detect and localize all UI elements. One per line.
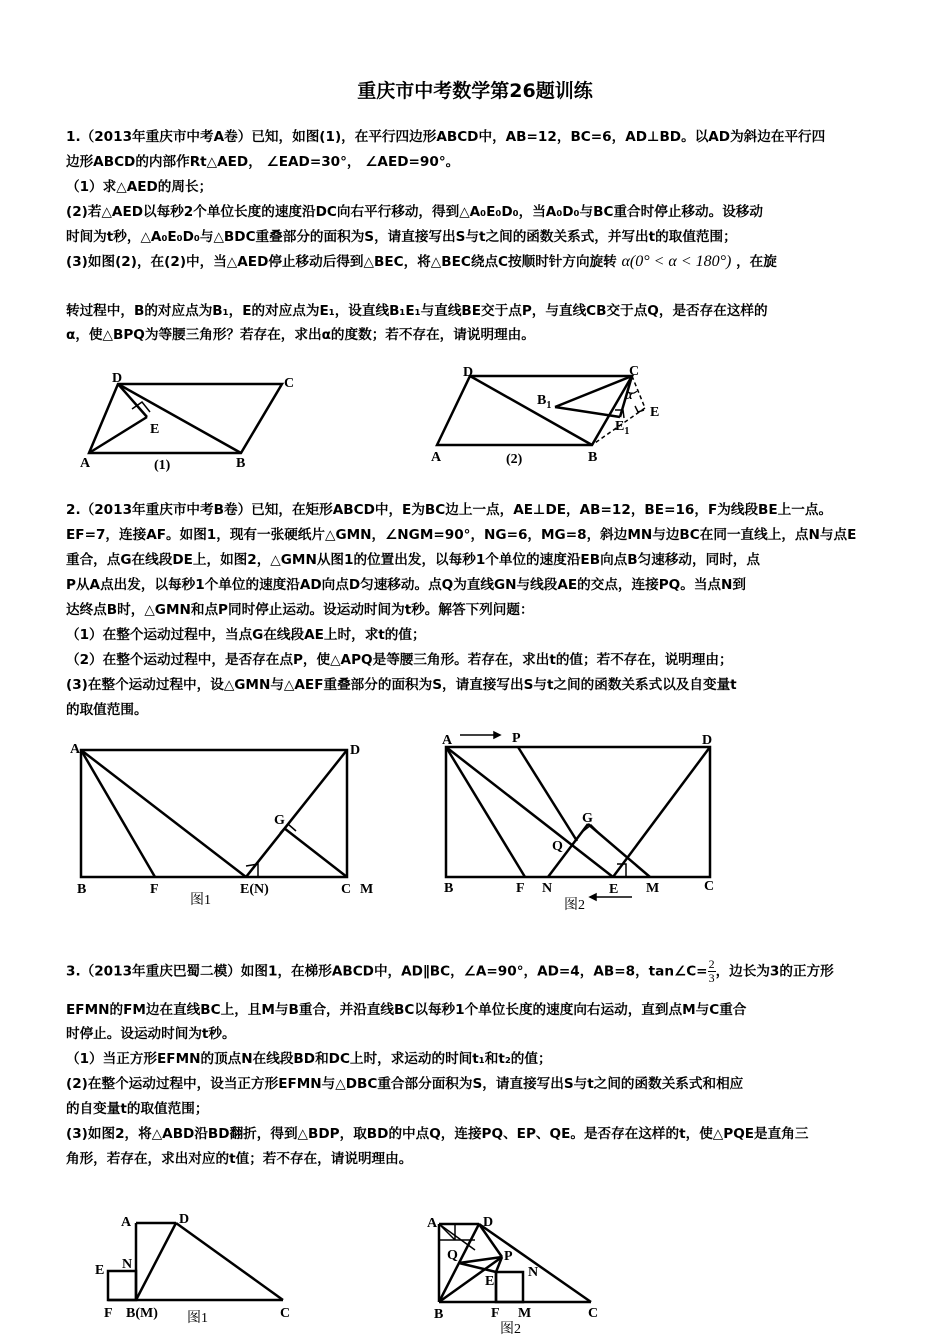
tan-c-fraction <box>708 958 716 985</box>
figure-2-rotation <box>425 362 675 472</box>
problem3-line2: EFMN的FM边在直线BC上，且M与B重合，并沿直线BC以每秒1个单位长度的速度向右运动，直到点M与C重合 <box>66 1002 747 1018</box>
problem1-line8: α，使△BPQ为等腰三角形？若存在，求出α的度数；若不存在，请说明理由。 <box>66 327 535 343</box>
problem1-line4: (2)若△AED以每秒2个单位长度的速度沿DC向右平行移动，得到△A₀E₀D₀，当A₀D₀与BC重合时停止移动。设移动 <box>66 204 763 220</box>
problem3-line3: 时停止。设运动时间为t秒。 <box>66 1026 236 1042</box>
fig5-label-D: D <box>179 1212 190 1227</box>
problem3-line4: （1）当正方形EFMN的顶点N在线段BD和DC上时，求运动的时间t₁和t₂的值； <box>66 1051 552 1067</box>
problem2-line9: 的取值范围。 <box>66 702 148 718</box>
problem2-line5: 达终点B时，△GMN和点P同时停止运动。设运动时间为t秒。解答下列问题： <box>66 602 534 618</box>
fig2-B1-sub: 1 <box>546 400 552 411</box>
fig1-label-A: A <box>80 456 91 471</box>
fig2-label-B: B <box>588 450 598 465</box>
problem2-line7: （2）在整个运动过程中，是否存在点P，使△APQ是等腰三角形。若存在，求出t的值；若不存在，说明理由； <box>66 652 733 668</box>
problem1-line1: 1.（2013年重庆市中考A卷）已知，如图(1)，在平行四边形ABCD中，AB=12，BC=6，AD⊥BD。以AD为斜边在平行四 <box>66 129 826 145</box>
fig2-label-A: A <box>431 450 442 465</box>
problem3-line6: 的自变量t的取值范围； <box>66 1101 209 1117</box>
fig1-label-D: D <box>112 371 123 386</box>
fig2-E1-main: E <box>615 419 625 434</box>
fig3-label-C: C <box>341 882 352 897</box>
fig2-B1-main: B <box>537 393 547 408</box>
problem2-line8: (3)在整个运动过程中，设△GMN与△AEF重叠部分的面积为S，请直接写出S与t之间的函数关系式以及自变量t <box>66 677 737 693</box>
fig6-caption: 图2 <box>500 1322 521 1337</box>
fig3-label-M: M <box>360 882 374 897</box>
fig4-label-C: C <box>704 879 715 894</box>
fig4-label-F: F <box>516 881 525 896</box>
fig2-label-D: D <box>463 365 474 380</box>
problem2-line2: EF=7，连接AF。如图1，现有一张硬纸片△GMN，∠NGM=90°，NG=6，MG=8，斜边MN与边BC在同一直线上，点N与点E <box>66 527 857 543</box>
fig6-label-C: C <box>588 1306 599 1321</box>
fig6-label-N: N <box>528 1265 539 1280</box>
problem2-line6: （1）在整个运动过程中，当点G在线段AE上时，求t的值； <box>66 627 426 643</box>
problem3-line8: 角形，若存在，求出对应的t值；若不存在，请说明理由。 <box>66 1151 413 1167</box>
fig2-label-E1 <box>615 419 629 437</box>
problem1-line6-tail: ，在旋 <box>736 254 777 270</box>
fig5-caption: 图1 <box>187 1311 208 1326</box>
page-title: 重庆市中考数学第26题训练 <box>357 80 593 102</box>
problem1-line7: 转过程中，B的对应点为B₁，E的对应点为E₁，设直线B₁E₁与直线BE交于点P，与直线CB交于点Q，是否存在这样的 <box>66 303 768 319</box>
problem1-line5: 时间为t秒，△A₀E₀D₀与△BDC重叠部分的面积为S，请直接写出S与t之间的函数关系式，并写出t的取值范围； <box>66 229 737 245</box>
fraction-denominator: 3 <box>708 971 715 985</box>
figure-1-parallelogram <box>80 370 310 480</box>
fig4-label-D: D <box>702 733 713 748</box>
fig4-label-P: P <box>512 731 521 746</box>
fig3-label-D: D <box>350 743 361 758</box>
problem3-line5: (2)在整个运动过程中，设当正方形EFMN与△DBC重合部分面积为S，请直接写出S与t之间的函数关系式和相应 <box>66 1076 744 1092</box>
fig2-label-C: C <box>629 364 640 379</box>
fig1-label-C: C <box>284 376 295 391</box>
fig3-label-B: B <box>77 882 87 897</box>
problem2-line4: P从A点出发，以每秒1个单位的速度沿AD向点D匀速移动。点Q为直线GN与线段AE的交点，连接PQ。当点N到 <box>66 577 746 593</box>
fig5-label-BM: B(M) <box>126 1306 158 1321</box>
problem1-line6-text: (3)如图(2)，在(2)中，当△AED停止移动后得到△BEC，将△BEC绕点C按顺时针方向旋转 <box>66 254 617 270</box>
fig4-label-M: M <box>646 881 660 896</box>
fig5-label-N: N <box>122 1257 133 1272</box>
fig2-caption: (2) <box>506 452 523 467</box>
alpha-range-expression: α(0° < α < 180°) <box>621 253 732 270</box>
problem2-line1: 2.（2013年重庆市中考B卷）已知，在矩形ABCD中，E为BC边上一点，AE⊥DE，AB=12，BE=16，F为线段BE上一点。 <box>66 502 833 518</box>
fig6-label-B: B <box>434 1307 444 1322</box>
figure-6-trapezoid-folded <box>425 1210 625 1344</box>
fig3-label-F: F <box>150 882 159 897</box>
fig6-label-E: E <box>485 1274 495 1289</box>
fig1-label-E: E <box>150 422 160 437</box>
problem3-line7: (3)如图2，将△ABD沿BD翻折，得到△BDP，取BD的中点Q，连接PQ、EP、QE。是否存在这样的t，使△PQE是直角三 <box>66 1126 809 1142</box>
fig5-label-F: F <box>104 1306 113 1321</box>
problem1-line3: （1）求△AED的周长； <box>66 179 213 195</box>
problem3-line1-text: 3.（2013年重庆巴蜀二模）如图1，在梯形ABCD中，AD∥BC，∠A=90°，AD=4，AB=8，tan∠C= <box>66 963 708 980</box>
fig4-label-N: N <box>542 881 553 896</box>
fig5-label-E: E <box>95 1263 105 1278</box>
fig6-label-P: P <box>504 1249 513 1264</box>
problem3-line1 <box>66 958 834 985</box>
fig6-label-F: F <box>491 1306 500 1321</box>
fig5-label-C: C <box>280 1306 291 1321</box>
fig3-label-EN: E(N) <box>240 882 269 897</box>
figure-4-rectangle-moving <box>436 728 736 918</box>
fig3-caption: 图1 <box>190 893 211 908</box>
fig5-label-A: A <box>121 1215 132 1230</box>
problem3-line1-tail: ，边长为3的正方形 <box>715 963 834 980</box>
fig4-label-G: G <box>582 811 593 826</box>
fig2-label-B1 <box>537 393 551 411</box>
fig4-label-B: B <box>444 881 454 896</box>
fig2-label-alpha: α <box>625 388 633 403</box>
fig4-caption: 图2 <box>564 898 585 913</box>
figure-5-trapezoid <box>90 1210 310 1335</box>
fig4-label-E: E <box>609 882 619 897</box>
fig4-label-A: A <box>442 733 453 748</box>
fig2-label-E: E <box>650 405 660 420</box>
problem1-line2: 边形ABCD的内部作Rt△AED， ∠EAD=30°， ∠AED=90°。 <box>66 154 460 170</box>
figure-3-rectangle <box>68 738 388 913</box>
fig3-label-G: G <box>274 813 285 828</box>
fig6-label-A: A <box>427 1216 438 1231</box>
fig6-label-D: D <box>483 1215 494 1230</box>
fig1-label-B: B <box>236 456 246 471</box>
fig4-label-Q: Q <box>552 839 563 854</box>
fig3-label-A: A <box>70 742 81 757</box>
problem2-line3: 重合，点G在线段DE上，如图2，△GMN从图1的位置出发，以每秒1个单位的速度沿EB向点B匀速移动，同时，点 <box>66 552 760 568</box>
fig6-label-M: M <box>518 1306 532 1321</box>
fig2-E1-sub: 1 <box>624 426 630 437</box>
fig6-label-Q: Q <box>447 1248 458 1263</box>
fraction-numerator: 2 <box>708 957 715 971</box>
fig1-caption: (1) <box>154 458 171 473</box>
problem1-line6 <box>66 252 777 272</box>
